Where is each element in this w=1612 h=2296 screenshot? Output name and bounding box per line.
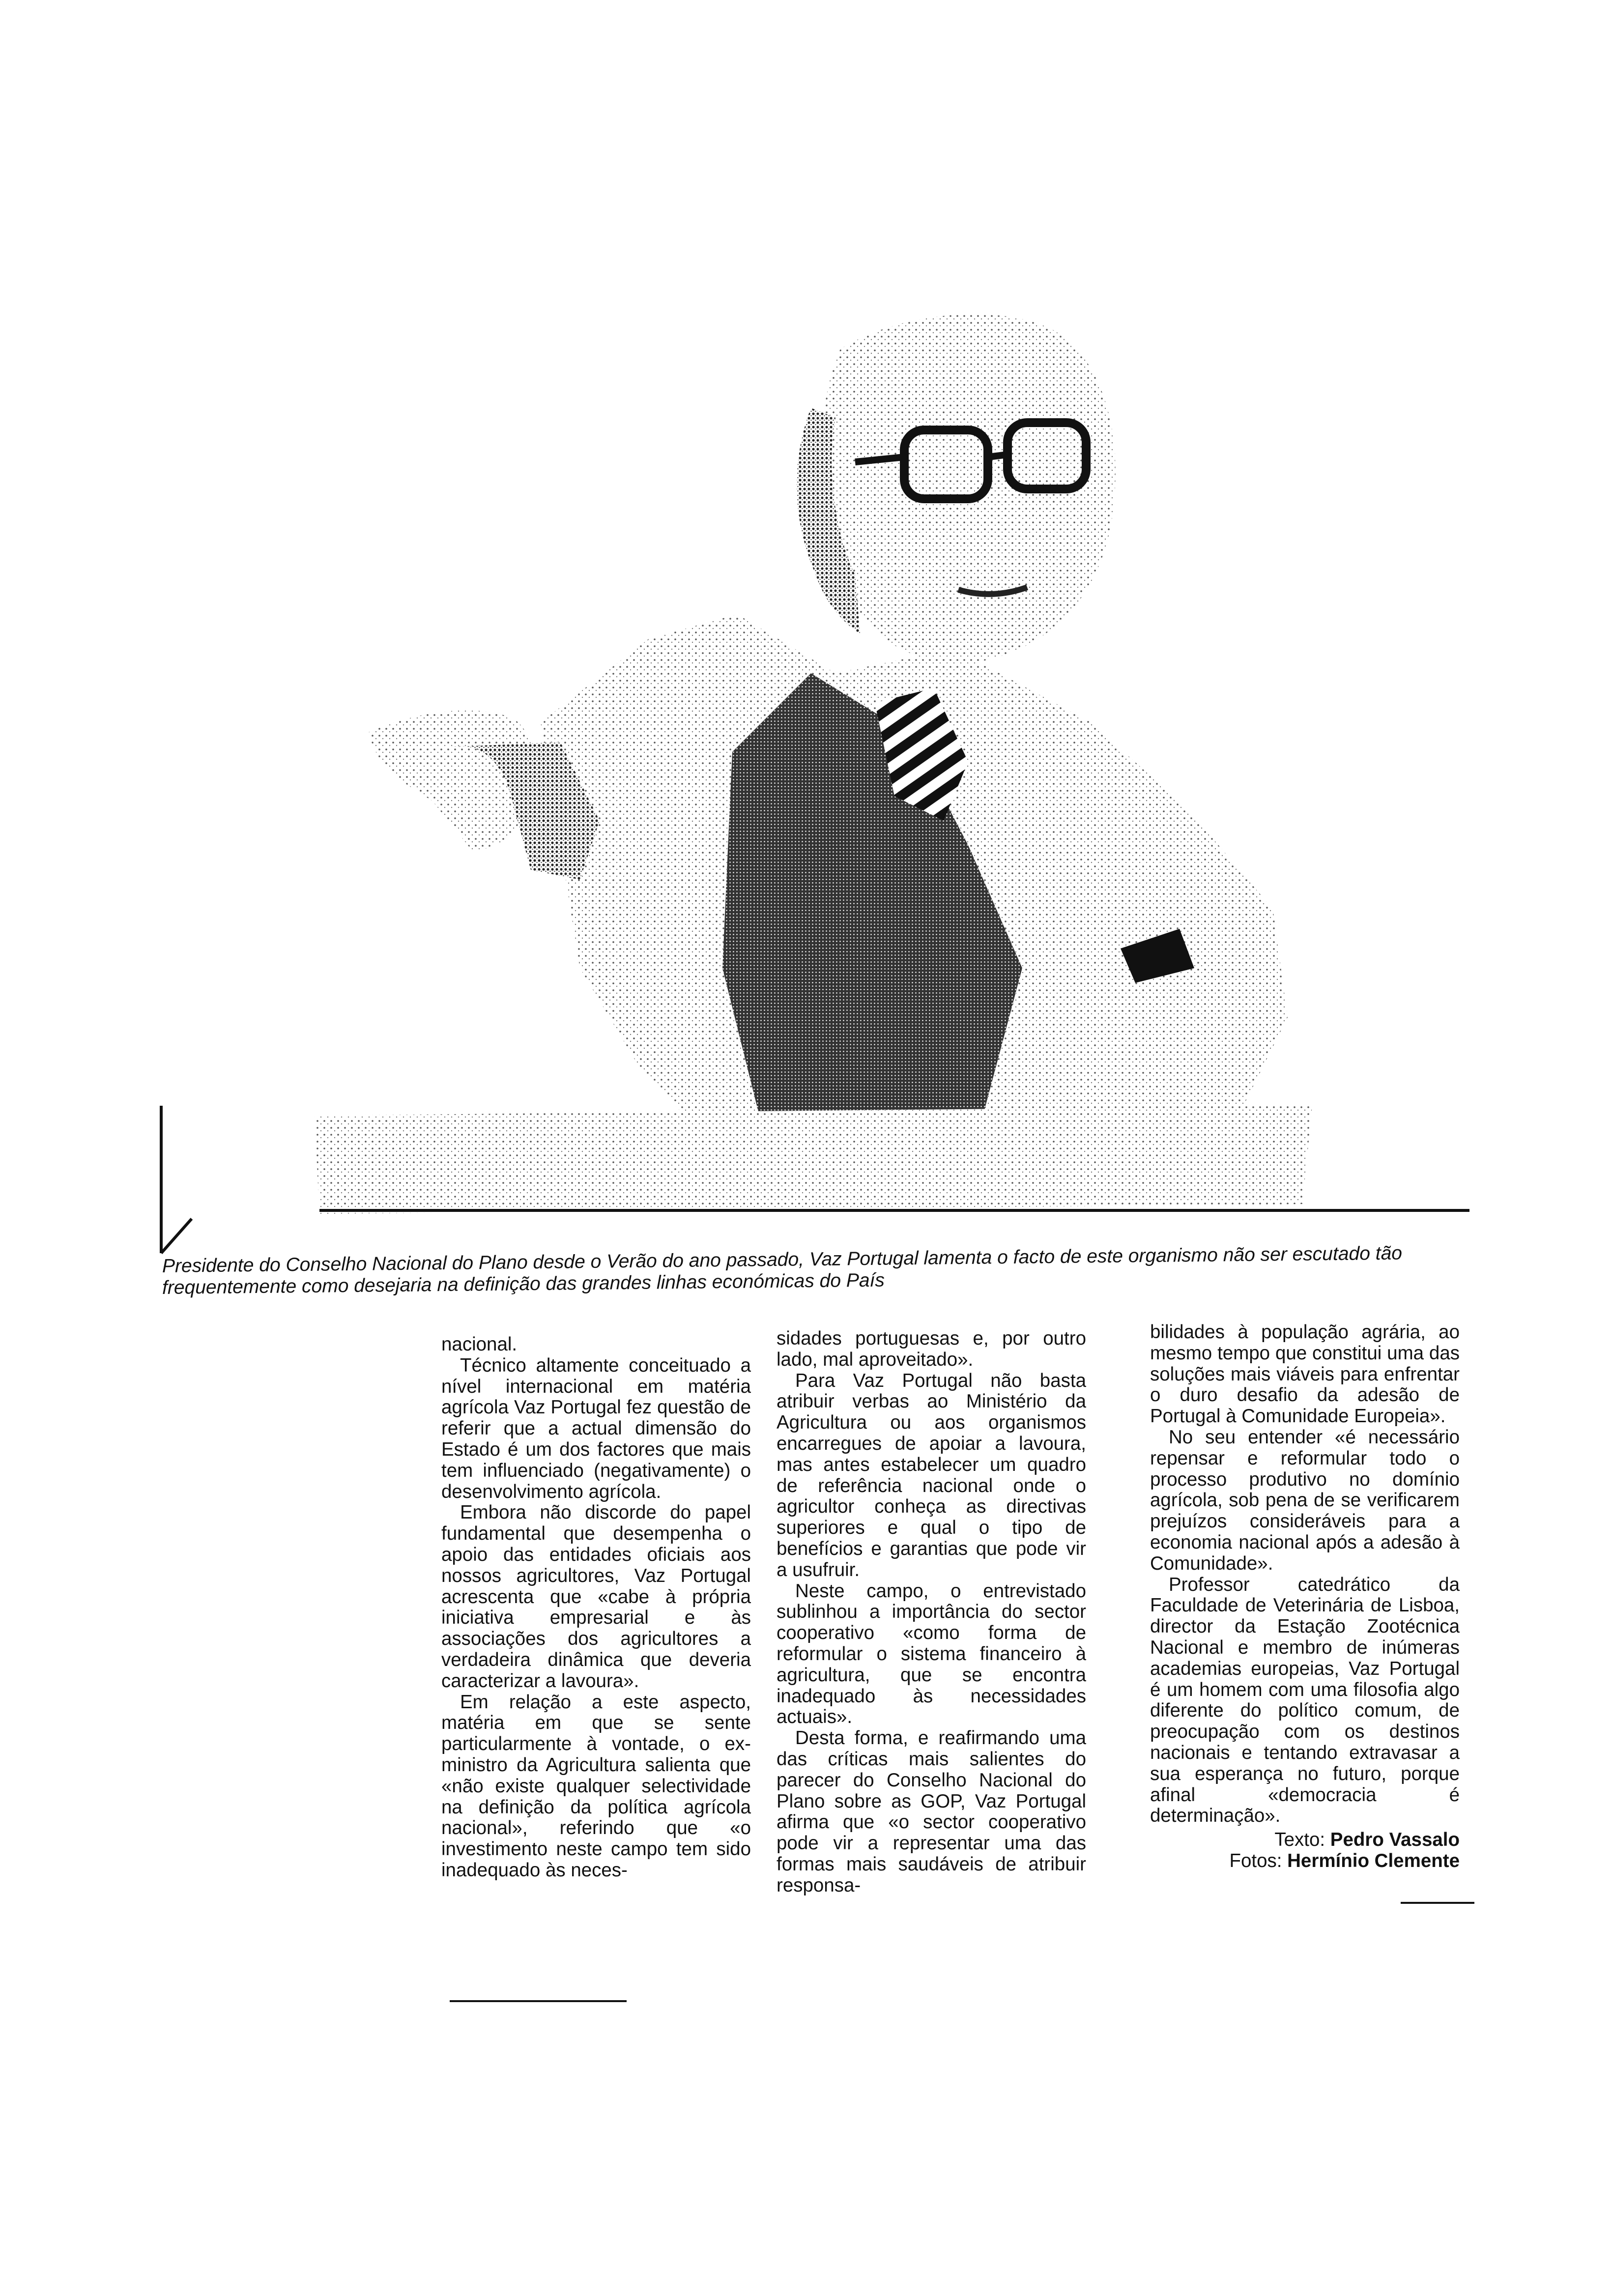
paragraph: Professor catedrático da Faculdade de Veterinária de Lisboa, director da Estação Zootécnica Nacional e membro de inúmeras academias europeias, Vaz Portugal é um homem com uma filosofia algo diferente do político comum, de preocupação com os destinos nacionais e tentando extravasar a sua esperança no futuro, porque afinal «democracia é determinação». bbox=[1150, 1574, 1460, 1827]
article-column-1 bbox=[441, 1334, 751, 1881]
end-rule-right bbox=[1401, 1902, 1474, 1904]
paragraph: Em relação a este aspecto, matéria em que se sente particularmente à vontade, o ex-ministro da Agricultura salienta que «não existe qualquer selectividade na definição da política agrícola nacional», referindo que «o investimento neste campo tem sido inadequado às neces- bbox=[441, 1691, 751, 1881]
photo-credit bbox=[1150, 1851, 1460, 1872]
paragraph: Para Vaz Portugal não basta atribuir verbas ao Ministério da Agricultura ou aos organismos encarregues de apoiar a lavoura, mas antes estabelecer um quadro de referência nacional onde o agricultor conheça as directivas superiores e qual o tipo de benefícios e garantias que pode vir a usufruir. bbox=[777, 1370, 1086, 1580]
paragraph: No seu entender «é necessário repensar e reformular todo o processo produtivo no domínio agrícola, sob pena de se verificarem prejuízos consideráveis para a economia nacional após a adesão à Comunidade». bbox=[1150, 1426, 1460, 1574]
paragraph: Embora não discorde do papel fundamental que desempenha o apoio das entidades oficiais aos nossos agricultores, Vaz Portugal acrescenta que «cabe à própria iniciativa empresarial e às associações dos agricultores a verdadeira dinâmica que deveria caracterizar a lavoura». bbox=[441, 1502, 751, 1692]
paragraph: Neste campo, o entrevistado sublinhou a importância do sector cooperativo «como forma de reformular o sistema financeiro à agricultura, que se encontra inadequado às necessidades actuais». bbox=[777, 1580, 1086, 1728]
photo-credit-label: Fotos: bbox=[1229, 1850, 1282, 1871]
photo-credit-author: Hermínio Clemente bbox=[1287, 1850, 1460, 1871]
end-rule-left bbox=[450, 2000, 627, 2002]
text-credit-label: Texto: bbox=[1274, 1829, 1325, 1851]
paragraph: Desta forma, e reafirmando uma das críticas mais salientes do parecer do Conselho Nacional do Plano sobre as GOP, Vaz Portugal afirma que «o sector cooperativo pode vir a representar uma das formas mais saudáveis de atribuir responsa- bbox=[777, 1727, 1086, 1896]
paragraph: Técnico altamente conceituado a nível internacional em matéria agrícola Vaz Portugal fez questão de referir que a actual dimensão do Estado é um dos factores que mais tem influenciado (negativamente) o desenvolvimento agrícola. bbox=[441, 1354, 751, 1502]
paragraph: nacional. bbox=[441, 1334, 518, 1355]
article-photo bbox=[157, 231, 1474, 1273]
photo-caption: Presidente do Conselho Nacional do Plano desde o Verão do ano passado, Vaz Portugal lamenta o facto de este organismo não ser escutado tão frequentemente como desejaria na definição das grandes linhas económicas do País bbox=[162, 1242, 1402, 1298]
paragraph: bilidades à população agrária, ao mesmo tempo que constitui uma das soluções mais viáveis para enfrentar o duro desafio da adesão de Portugal à Comunidade Europeia». bbox=[1150, 1321, 1460, 1427]
text-credit bbox=[1150, 1830, 1460, 1851]
paragraph: sidades portuguesas e, por outro lado, mal aproveitado». bbox=[777, 1328, 1086, 1370]
text-credit-author: Pedro Vassalo bbox=[1330, 1829, 1460, 1851]
article-column-2 bbox=[777, 1328, 1086, 1896]
article-column-3 bbox=[1150, 1322, 1460, 1872]
